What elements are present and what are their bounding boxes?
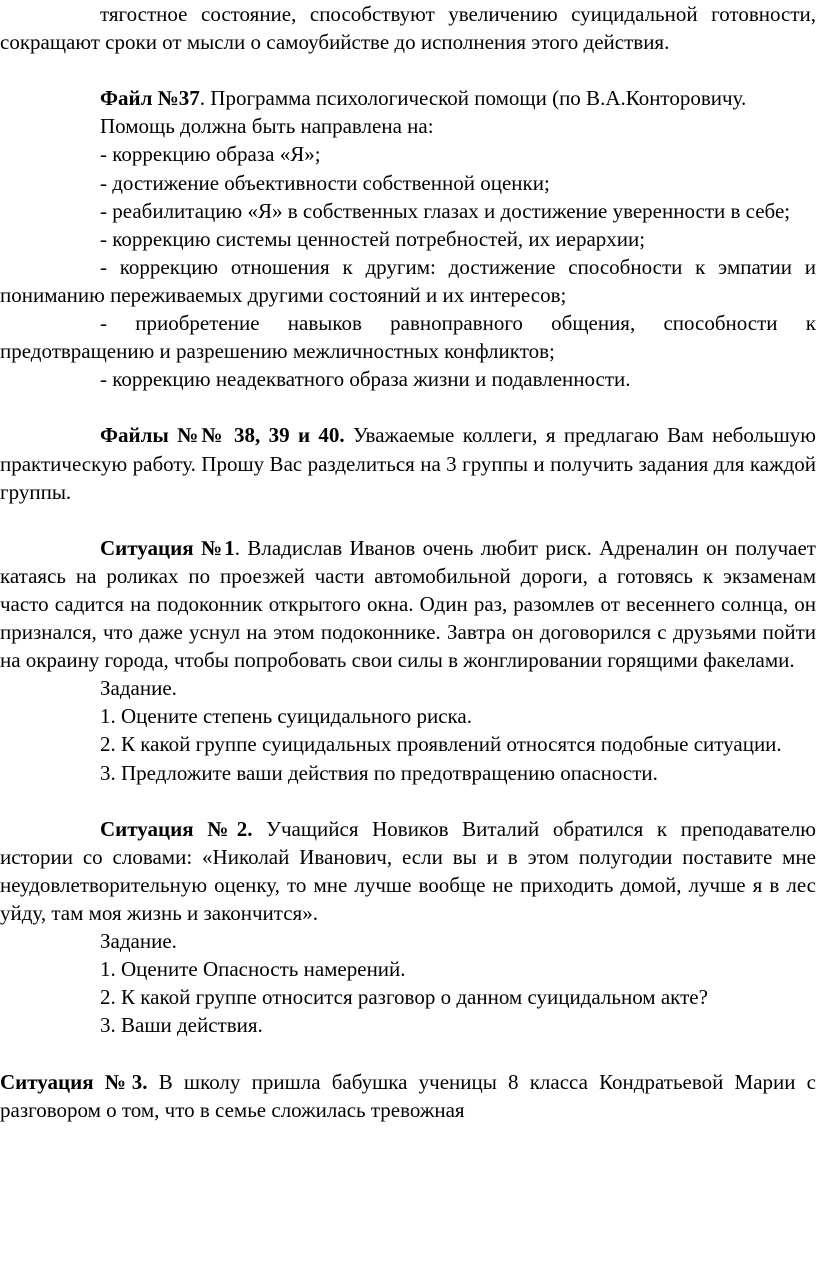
files38-heading: Файлы №№ 38, 39 и 40. <box>100 423 345 448</box>
files38-paragraph <box>0 421 816 505</box>
situation1-text: . Владислав Иванов очень любит риск. Адреналин он получает катаясь на роликах по проезжей части автомобильной дороги, а готовясь к экзаменам часто садится на подоконник открытого окна. Один раз, разомлев от весеннего солнца, он признался, что даже уснул на этом подоконнике. Завтра он договорился с друзьями пойти на окраину города, чтобы попробовать свои силы в жонглировании горящими факелами. <box>0 535 816 673</box>
task-item: 1. Оцените степень суицидального риска. <box>100 704 472 729</box>
list-item: - приобретение навыков равноправного общения, способности к предотвращению и разрешению межличностных конфликтов; <box>0 311 816 364</box>
list-item: - достижение объективности собственной оценки; <box>100 170 550 195</box>
list-item: - коррекцию образа «Я»; <box>100 142 321 167</box>
situation3-heading: Ситуация №3. <box>0 1069 148 1094</box>
file37-heading: Файл №37 <box>100 86 200 111</box>
list-item: - коррекцию системы ценностей потребностей, их иерархии; <box>100 226 646 251</box>
spacer <box>0 393 816 421</box>
file37-title <box>0 84 816 112</box>
situation2-text: Учащийся Новиков Виталий обратился к преподавателю истории со словами: «Николай Иванович, если вы и в этом полугодии поставите мне неудовлетворительную оценку, то мне лучше вообще не приходить домой, лучше я в лес уйду, там моя жизнь и закончится». <box>0 816 816 925</box>
files38-text: Уважаемые коллеги, я предлагаю Вам небольшую практическую работу. Прошу Вас разделиться на 3 группы и получить задания для каждой группы. <box>0 423 816 504</box>
task-item: 3. Ваши действия. <box>100 1013 263 1038</box>
task-item: 2. К какой группе относится разговор о данном суицидальном акте? <box>100 985 708 1010</box>
intro-text: тягостное состояние, способствуют увеличению суицидальной готовности, сокращают сроки от мысли о самоубийстве до исполнения этого действия. <box>0 2 816 55</box>
situation1-paragraph <box>0 534 816 674</box>
file37-title-rest: . Программа психологической помощи (по В.А.Конторовичу. <box>199 86 747 111</box>
list-item: - коррекцию отношения к другим: достижение способности к эмпатии и пониманию переживаемых другими состояний и их интересов; <box>0 254 816 307</box>
task-item: 3. Предложите ваши действия по предотвращению опасности. <box>100 760 658 785</box>
situation2-task-label: Задание. <box>100 929 177 954</box>
situation3-text: В школу пришла бабушка ученицы 8 класса Кондратьевой Марии с разговором о том, что в семье сложилась тревожная <box>0 1069 816 1122</box>
situation1-task-label: Задание. <box>100 676 177 701</box>
file37-lead: Помощь должна быть направлена на: <box>100 114 434 139</box>
spacer <box>0 56 816 84</box>
task-item: 2. К какой группе суицидальных проявлений относятся подобные ситуации. <box>100 732 782 757</box>
task-item: 1. Оцените Опасность намерений. <box>100 957 406 982</box>
spacer <box>0 506 816 534</box>
situation2-paragraph <box>0 815 816 927</box>
list-item: - реабилитацию «Я» в собственных глазах и достижение уверенности в себе; <box>100 198 791 223</box>
situation1-heading: Ситуация №1 <box>100 535 235 560</box>
intro-paragraph <box>0 0 816 56</box>
situation2-heading: Ситуация №2. <box>100 816 253 841</box>
situation3-paragraph <box>0 1068 816 1124</box>
spacer <box>0 1039 816 1067</box>
list-item: - коррекцию неадекватного образа жизни и подавленности. <box>100 367 631 392</box>
spacer <box>0 787 816 815</box>
